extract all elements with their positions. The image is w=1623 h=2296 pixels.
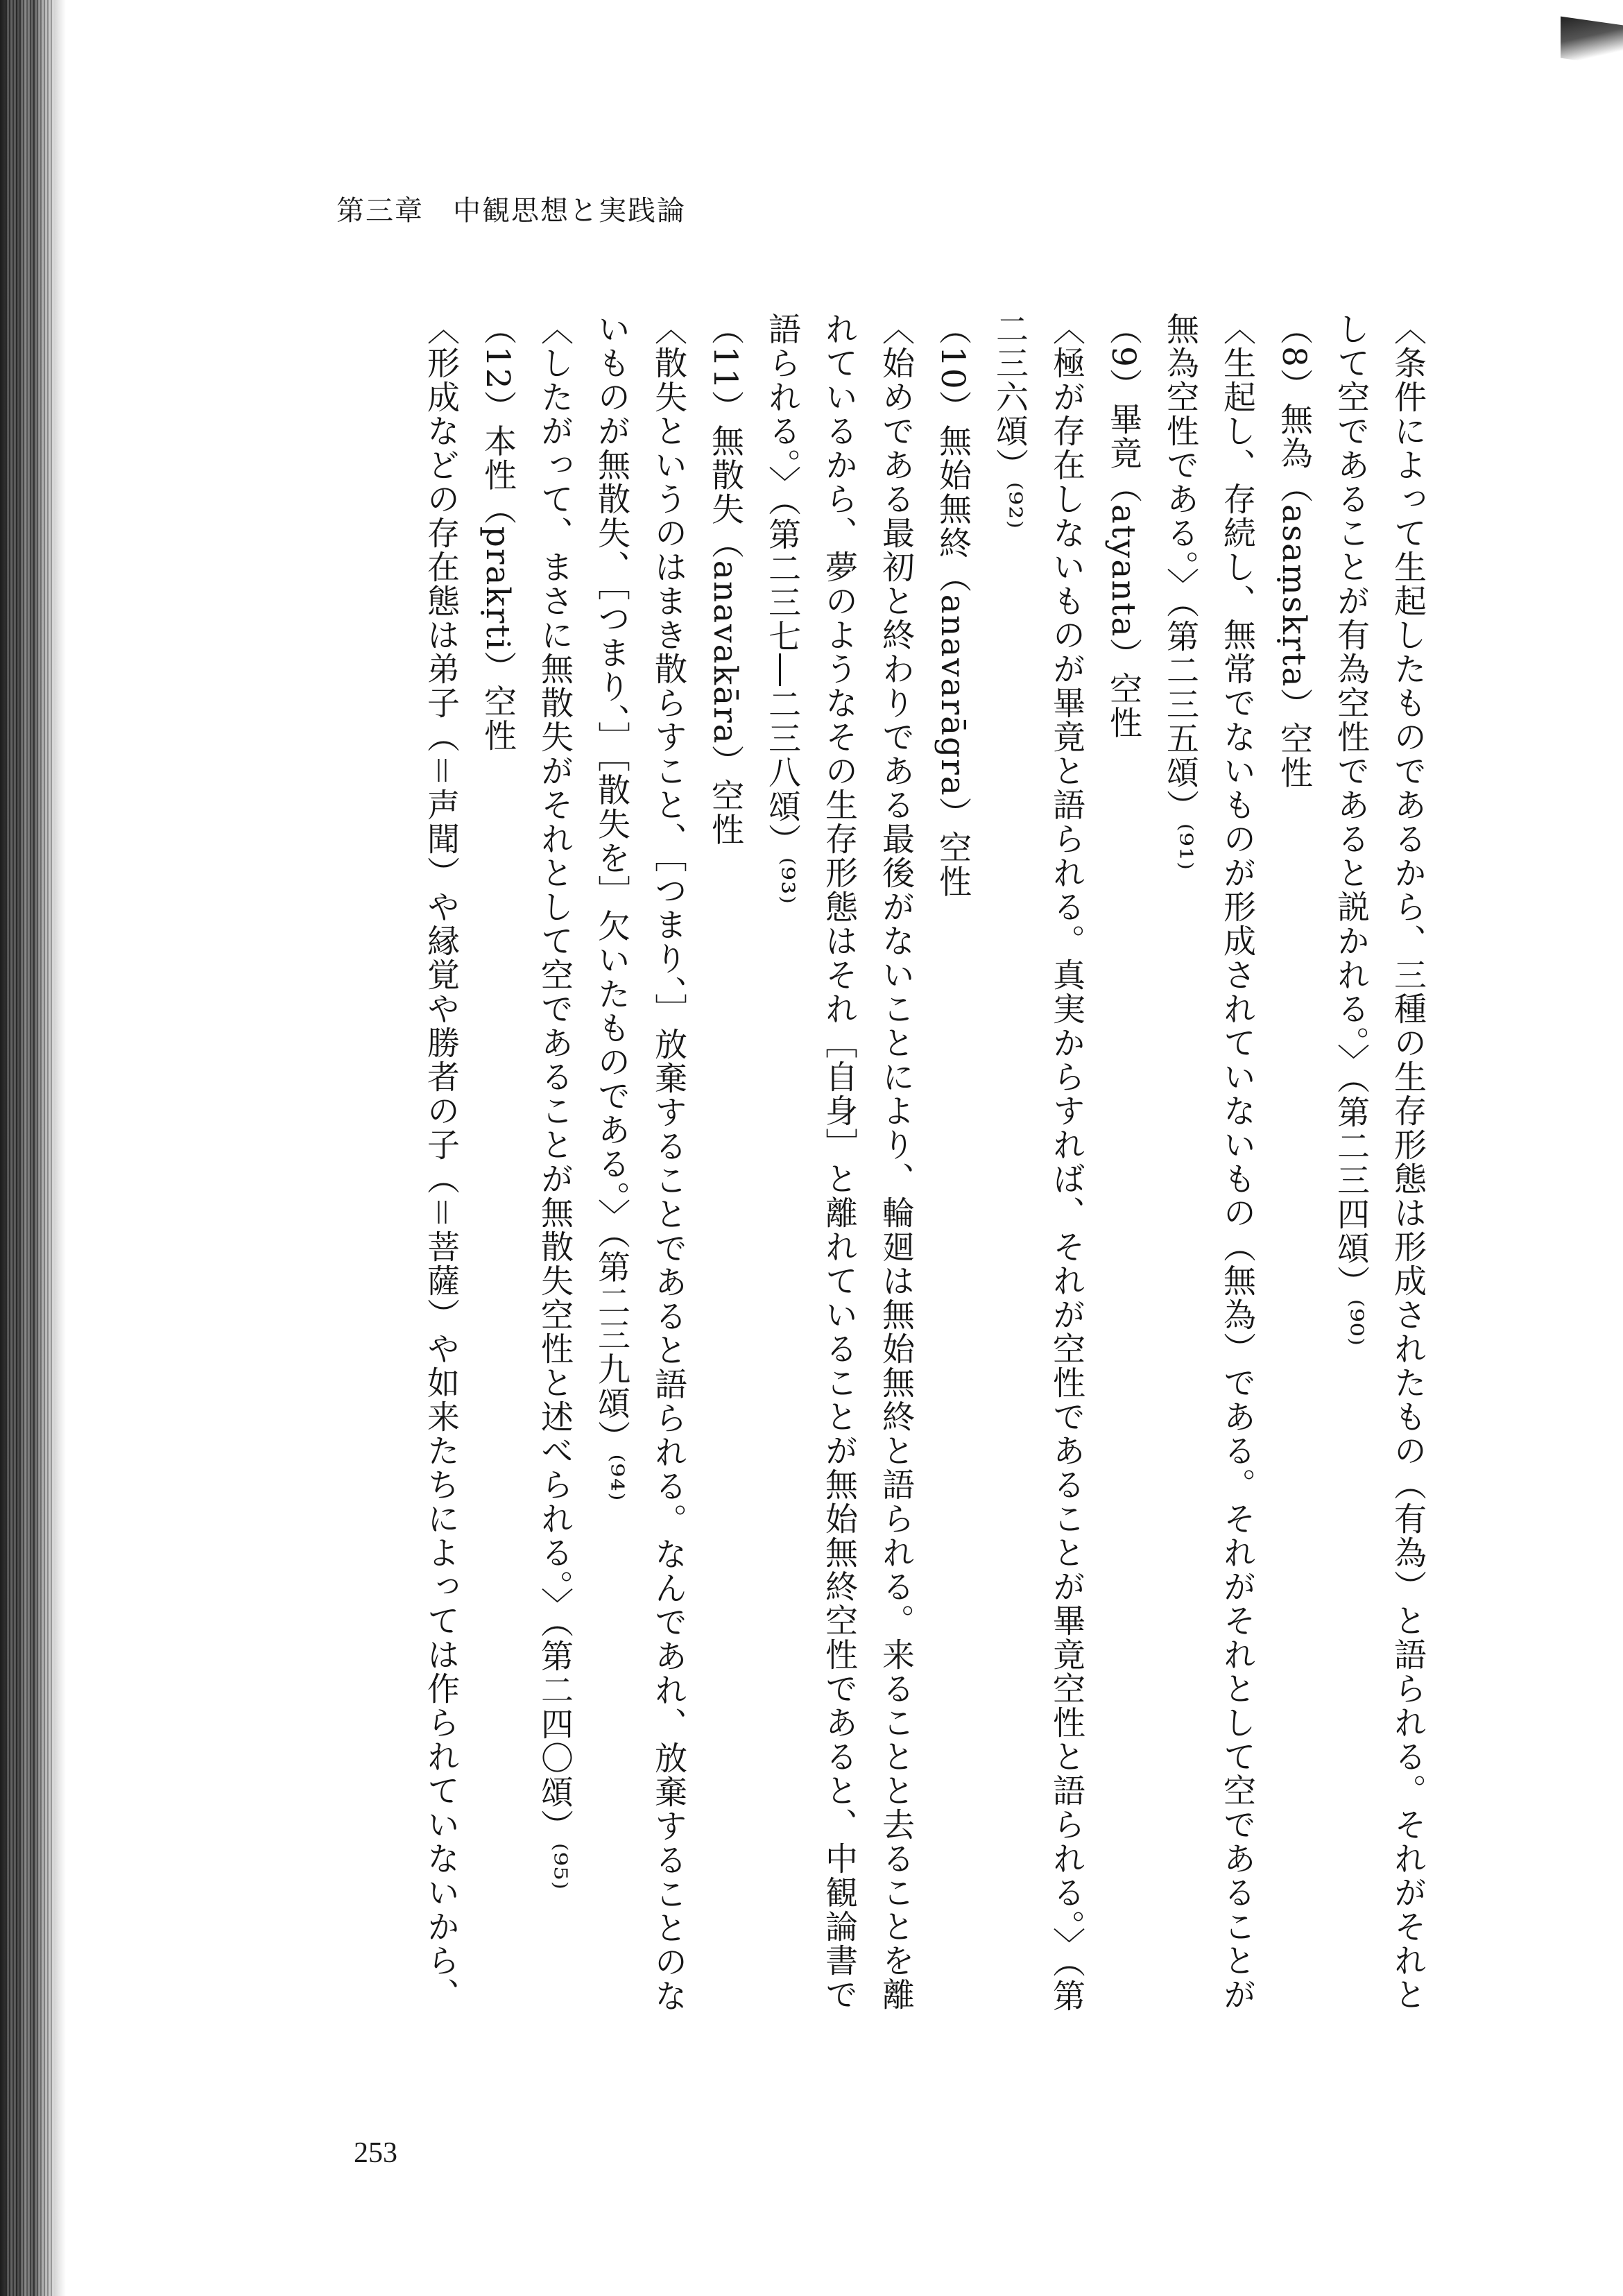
section-heading: （9）畢竟（atyanta）空性 <box>1104 312 1142 740</box>
text-line: 無為空性である。〉（第二三五頌）⁽⁹¹⁾ <box>1161 312 1199 871</box>
text-line: 〈生起し、存続し、無常でないものが形成されていないもの（無為）である。それがそれとして空であることが <box>1218 312 1256 2012</box>
text-line: 二三六頌）⁽⁹²⁾ <box>990 312 1029 530</box>
text-line: 〈条件によって生起したものであるから、三種の生存形態は形成されたもの（有為）と語られる。それがそれと <box>1389 312 1427 2012</box>
scan-corner-mark <box>1561 17 1623 67</box>
text-line: 〈散失というのはまき散らすこと、［つまり、］放棄することであると語られる。なんであれ、放棄することのな <box>649 312 687 2013</box>
running-head: 第三章 中観思想と実践論 <box>336 195 686 227</box>
text-line: 語られる。〉（第二三七―二三八頌）⁽⁹³⁾ <box>763 312 801 905</box>
text-line: いものが無散失、［つまり、］［散失を］欠いたものである。〉（第二三九頌）⁽⁹⁴⁾ <box>592 312 630 1502</box>
text-line: 〈形成などの存在態は弟子（＝声聞）や縁覚や勝者の子（＝菩薩）や如来たちによっては作られていないから、 <box>422 312 460 2012</box>
section-heading: （10）無始無終（anavarāgra）空性 <box>934 312 972 899</box>
section-heading: （11）無散失（anavakāra）空性 <box>706 312 744 847</box>
binding-streaks <box>6 0 54 2296</box>
body-text <box>412 312 1436 2067</box>
text-line: れているから、夢のようなその生存形態はそれ［自身］と離れていることが無始無終空性であると、中観論書で <box>820 312 858 2012</box>
page-number: 253 <box>354 2137 397 2169</box>
section-heading: （12）本性（prakṛti）空性 <box>479 312 517 753</box>
text-line: 〈したがって、まさに無散失がそれとして空であることが無散失空性と述べられる。〉（第二四〇頌）⁽⁹⁵⁾ <box>535 312 574 1891</box>
text-line: 〈始めである最初と終わりである最後がないことにより、輪廻は無始無終と語られる。来ることと去ることを離 <box>877 312 915 2012</box>
text-line: 〈極が存在しないものが畢竟と語られる。真実からすれば、それが空性であることが畢竟空性と語られる。〉（第 <box>1047 312 1085 2013</box>
text-line: して空であることが有為空性であると説かれる。〉（第二三四頌）⁽⁹⁰⁾ <box>1332 312 1370 1347</box>
section-heading: （8）無為（asaṃskṛta）空性 <box>1275 312 1313 790</box>
